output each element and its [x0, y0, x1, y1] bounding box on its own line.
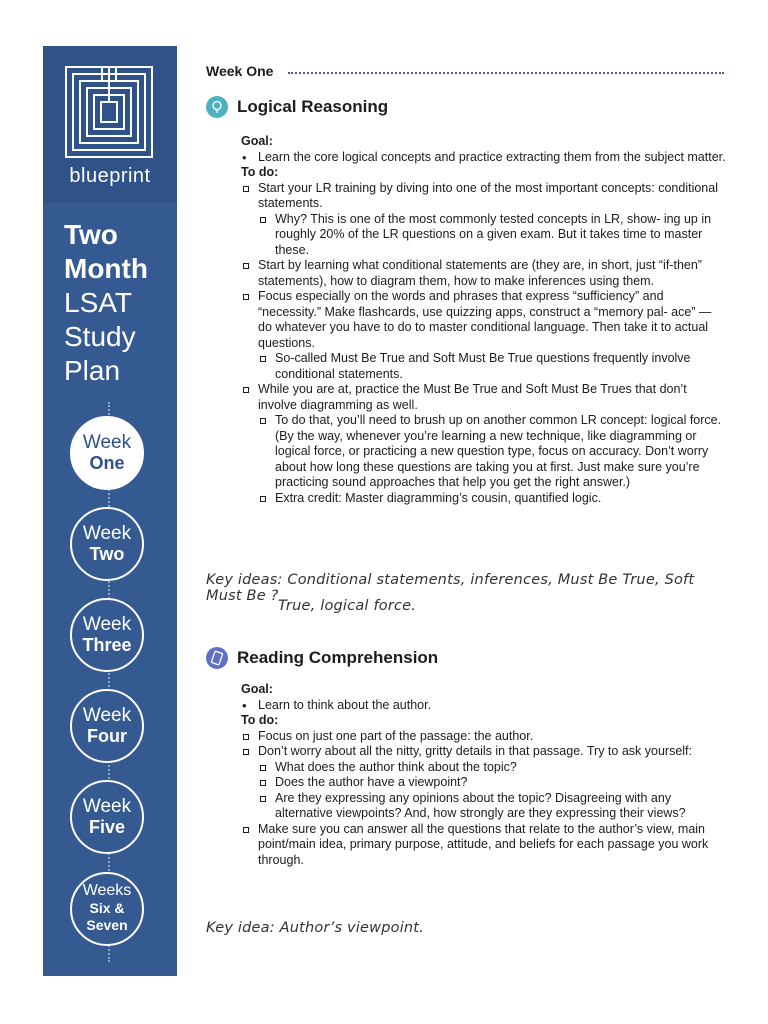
rc-todo-label: To do: — [241, 713, 279, 727]
weeks-six-seven-top: Weeks — [82, 882, 132, 899]
rc-todo-2c: Are they expressing any opinions about the topic? Disagreeing with any alternative viewpoints? And, how strongly are they expressing their views? — [258, 791, 726, 822]
week-four-circle[interactable] — [70, 689, 144, 763]
weeks-six-seven-mid: Six & — [89, 900, 125, 916]
blueprint-logo-icon — [64, 65, 154, 159]
header-dotted-rule — [288, 72, 724, 74]
lr-title: Logical Reasoning — [237, 97, 389, 116]
lr-todo-1a: Why? This is one of the most commonly tested concepts in LR, show- ing up in roughly 20% of the LR questions on a given exam. But it takes time to master these. — [258, 212, 726, 259]
list-item — [241, 744, 726, 822]
week-three-bottom: Three — [82, 635, 132, 655]
rc-todo-2b: Does the author have a viewpoint? — [258, 775, 726, 791]
week-five-bottom: Five — [88, 817, 126, 837]
week-two-circle[interactable] — [70, 507, 144, 581]
lr-todo-label: To do: — [241, 165, 279, 179]
rc-goal-item: • Learn to think about the author. — [241, 698, 726, 714]
lr-key-ideas-line-2: True, logical force. — [278, 598, 417, 614]
lr-content — [241, 134, 726, 506]
lr-todo-4b: Extra credit: Master diagramming’s cousin, quantified logic. — [258, 491, 726, 507]
rc-todo-1: Focus on just one part of the passage: the author. — [241, 729, 726, 745]
week-two-bottom: Two — [89, 544, 125, 564]
title-line-2: Month — [64, 253, 148, 284]
book-icon — [206, 647, 228, 669]
rc-key-idea: Key idea: Author’s viewpoint. — [206, 920, 425, 936]
week-two-top: Week — [82, 523, 132, 544]
lr-goal-label: Goal: — [241, 134, 273, 148]
sidebar — [43, 46, 177, 976]
lr-todo-list — [241, 181, 726, 507]
lightbulb-icon — [206, 96, 228, 118]
week-three-top: Week — [82, 614, 132, 635]
week-four-top: Week — [82, 705, 132, 726]
lr-goal-list — [241, 150, 726, 166]
rc-todo-2a: What does the author think about the topic? — [258, 760, 726, 776]
rc-todo-3: Make sure you can answer all the questions that relate to the author’s view, main point/main idea, primary purpose, attitude, and beliefs for each passage you work through. — [241, 822, 726, 869]
week-four-bottom: Four — [87, 726, 127, 746]
brand-name: blueprint — [69, 165, 151, 187]
title-line-5: Plan — [64, 355, 121, 386]
brand-block — [43, 46, 177, 203]
weeks-six-seven-bottom: Seven — [86, 917, 128, 933]
week-three-circle[interactable] — [70, 598, 144, 672]
week-five-top: Week — [82, 796, 132, 817]
rc-goal-list — [241, 698, 726, 714]
lr-key-ideas-line-1: Key ideas: Conditional statements, inferences, Must Be True, Soft Must Be ? — [206, 572, 695, 604]
list-item — [241, 181, 726, 259]
list-item — [241, 289, 726, 382]
rc-todo-list — [241, 729, 726, 869]
lr-todo-3: Focus especially on the words and phrases that express “sufficiency” and “necessity.” Make flashcards, use quizzing apps, construct a “memory pal- ace” — do whatever you have to do to master conditional language. Then take it to actual questions. — [258, 289, 712, 350]
week-one-top: Week — [82, 432, 132, 453]
title-line-4: Study — [64, 321, 136, 352]
rc-content — [241, 682, 726, 868]
lr-todo-3a: So-called Must Be True and Soft Must Be True questions frequently involve conditional statements. — [258, 351, 726, 382]
weeks-six-seven-circle[interactable] — [70, 872, 144, 946]
week-header — [206, 63, 724, 81]
title-line-1: Two — [64, 219, 118, 250]
week-one-bottom: One — [89, 453, 125, 473]
week-one-circle[interactable] — [70, 416, 144, 490]
list-item — [241, 382, 726, 506]
rc-title: Reading Comprehension — [237, 648, 439, 667]
lr-todo-4a: To do that, you’ll need to brush up on another common LR concept: logical force. (By the way, whenever you’re learning a new technique, like diagramming or logical force, or practicing a new question type, focus on accuracy. Don’t worry about how long these questions are taking you at first. Just make sure you’re practicing sound approaches that help you get the right answer.) — [258, 413, 726, 491]
lr-todo-4: While you are at, practice the Must Be True and Soft Must Be Trues that don’t involve diagramming as well. — [258, 382, 687, 412]
lr-todo-2: Start by learning what conditional statements are (they are, in short, just “if-then” statements), how to diagram them, how to make inferences using them. — [241, 258, 726, 289]
week-label: Week One — [206, 63, 281, 79]
week-five-circle[interactable] — [70, 780, 144, 854]
lr-goal-item: • Learn the core logical concepts and practice extracting them from the subject matter. — [241, 150, 726, 166]
rc-goal-label: Goal: — [241, 682, 273, 696]
title-line-3: LSAT — [64, 287, 132, 318]
rc-todo-2: Don’t worry about all the nitty, gritty details in that passage. Try to ask yourself: — [258, 744, 692, 758]
plan-title — [64, 218, 174, 388]
lr-todo-1: Start your LR training by diving into one of the most important concepts: conditional statements. — [258, 180, 718, 210]
